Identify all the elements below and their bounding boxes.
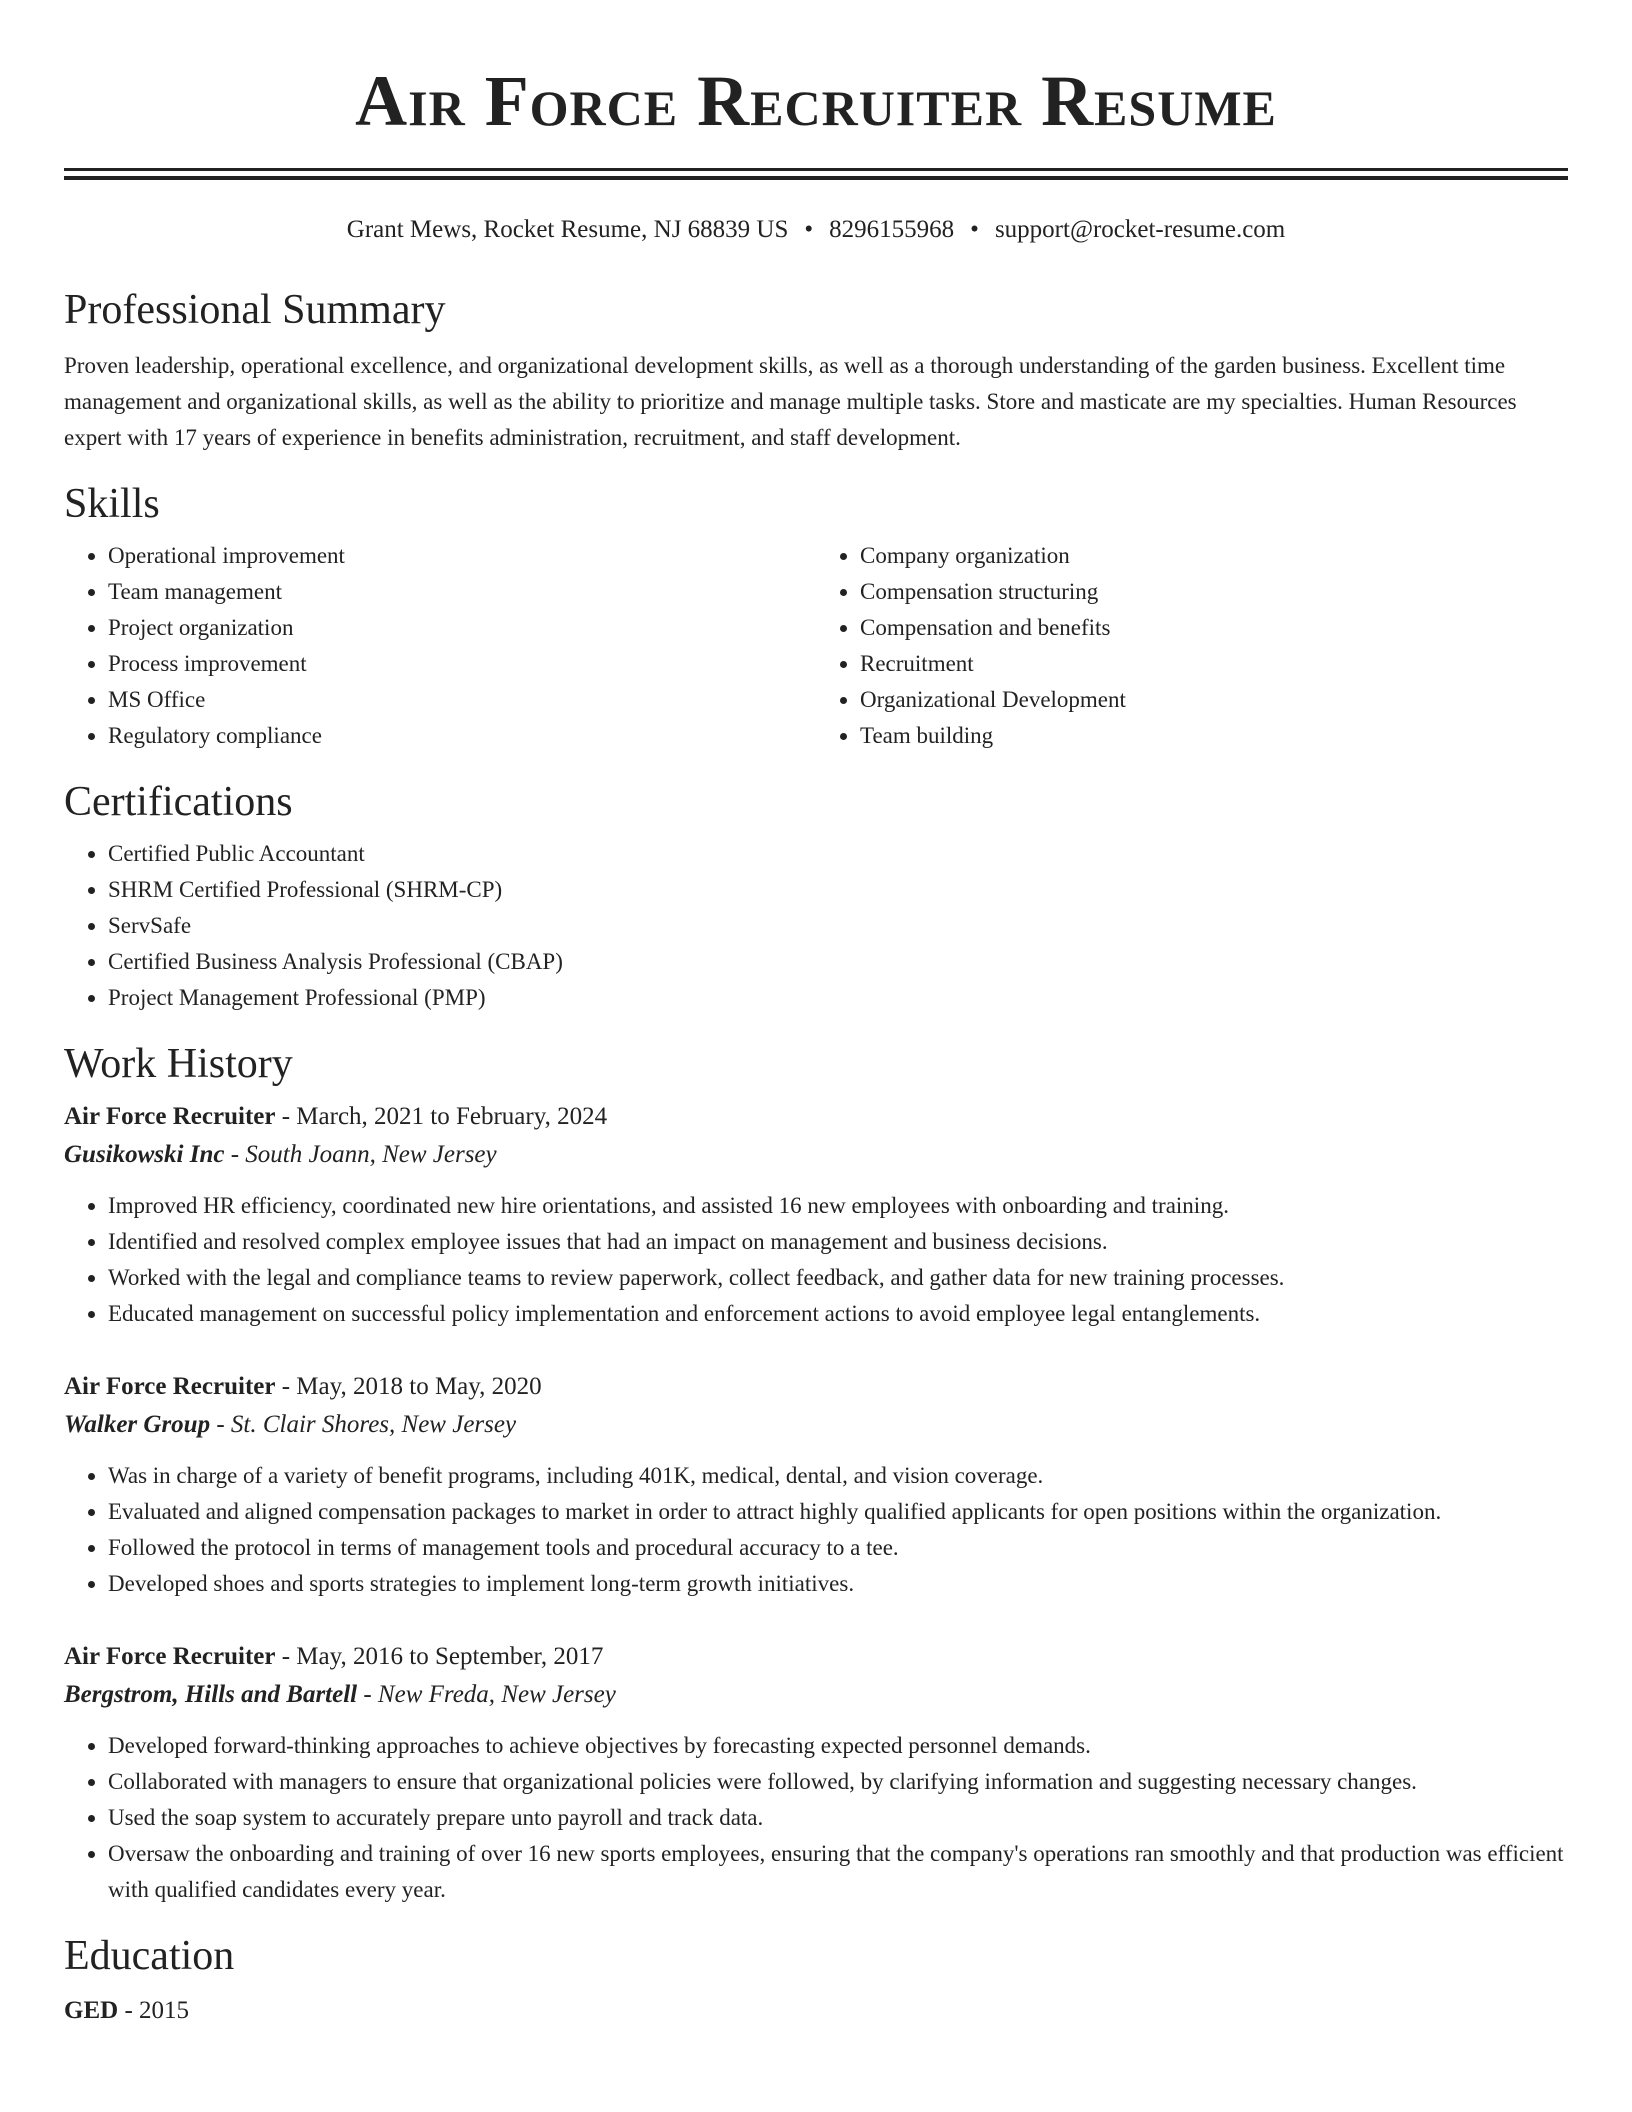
certifications-section xyxy=(64,776,1568,1016)
job-company-line xyxy=(64,1136,1568,1174)
job-location: - New Freda, New Jersey xyxy=(357,1681,616,1708)
skill-item: • Team management xyxy=(108,574,816,610)
job-title: Air Force Recruiter xyxy=(64,1373,276,1400)
skill-item: • Process improvement xyxy=(108,646,816,682)
skills-columns xyxy=(64,538,1568,754)
skill-item: • MS Office xyxy=(108,682,816,718)
skill-item: • Compensation structuring xyxy=(860,574,1568,610)
contact-separator: • xyxy=(804,216,814,243)
job-bullet: • Worked with the legal and compliance teams to review paperwork, collect feedback, and gather data for new training processes. xyxy=(108,1260,1568,1296)
job-bullet: • Used the soap system to accurately prepare unto payroll and track data. xyxy=(108,1800,1568,1836)
job-bullets xyxy=(64,1728,1568,1908)
job-company-line xyxy=(64,1406,1568,1444)
job-title: Air Force Recruiter xyxy=(64,1643,276,1670)
summary-section xyxy=(64,284,1568,456)
summary-heading: Professional Summary xyxy=(64,287,446,333)
job-bullet: • Oversaw the onboarding and training of over 16 new sports employees, ensuring that the company's operations ran smoothly and that production was efficient with qualified candidates every year. xyxy=(108,1836,1568,1908)
job-entry xyxy=(64,1638,1568,1908)
skills-list-left xyxy=(64,538,816,754)
job-bullet: • Evaluated and aligned compensation packages to market in order to attract highly qualified applicants for open positions within the organization. xyxy=(108,1494,1568,1530)
job-title: Air Force Recruiter xyxy=(64,1103,276,1130)
work-history-heading: Work History xyxy=(64,1041,293,1087)
skill-item: • Compensation and benefits xyxy=(860,610,1568,646)
job-title-line xyxy=(64,1638,1568,1676)
job-dates: - May, 2016 to September, 2017 xyxy=(275,1643,604,1670)
skills-section xyxy=(64,478,1568,754)
contact-phone: 8296155968 xyxy=(829,216,955,243)
certification-item: • ServSafe xyxy=(108,908,1568,944)
job-company: Gusikowski Inc xyxy=(64,1141,225,1168)
job-bullet: • Was in charge of a variety of benefit programs, including 401K, medical, dental, and vision coverage. xyxy=(108,1458,1568,1494)
job-dates: - March, 2021 to February, 2024 xyxy=(275,1103,608,1130)
job-company-line xyxy=(64,1676,1568,1714)
job-entry xyxy=(64,1098,1568,1332)
work-history-section xyxy=(64,1038,1568,1908)
contact-line xyxy=(64,214,1568,246)
job-bullet: • Improved HR efficiency, coordinated new hire orientations, and assisted 16 new employees with onboarding and training. xyxy=(108,1188,1568,1224)
education-year: - 2015 xyxy=(118,1997,190,2024)
certifications-heading: Certifications xyxy=(64,779,293,825)
job-dates: - May, 2018 to May, 2020 xyxy=(275,1373,542,1400)
resume-title: Air Force Recruiter Resume xyxy=(355,61,1277,141)
skill-item: • Company organization xyxy=(860,538,1568,574)
certification-item: • Certified Business Analysis Professional (CBAP) xyxy=(108,944,1568,980)
job-entry xyxy=(64,1368,1568,1602)
education-entry xyxy=(64,1992,1568,2030)
skill-item: • Recruitment xyxy=(860,646,1568,682)
job-bullet: • Educated management on successful policy implementation and enforcement actions to avoid employee legal entanglements. xyxy=(108,1296,1568,1332)
job-bullets xyxy=(64,1188,1568,1332)
skills-heading: Skills xyxy=(64,481,160,527)
summary-text: Proven leadership, operational excellence, and organizational development skills, as well as a thorough understanding of the garden business. Excellent time management and organizational skills, as well as the ability to prioritize and manage multiple tasks. Store and masticate are my specialties. Human Resources expert with 17 years of experience in benefits administration, recruitment, and staff development. xyxy=(64,353,1517,450)
job-bullet: • Identified and resolved complex employee issues that had an impact on management and business decisions. xyxy=(108,1224,1568,1260)
job-title-line xyxy=(64,1098,1568,1136)
title-divider xyxy=(64,168,1568,180)
job-title-line xyxy=(64,1368,1568,1406)
job-bullet: • Followed the protocol in terms of management tools and procedural accuracy to a tee. xyxy=(108,1530,1568,1566)
education-heading: Education xyxy=(64,1933,235,1979)
job-bullets xyxy=(64,1458,1568,1602)
contact-email: support@rocket-resume.com xyxy=(994,216,1286,243)
certifications-list xyxy=(64,836,1568,1016)
skill-item: • Regulatory compliance xyxy=(108,718,816,754)
education-section xyxy=(64,1930,1568,2030)
job-company: Walker Group xyxy=(64,1411,211,1438)
job-bullet: • Collaborated with managers to ensure that organizational policies were followed, by clarifying information and suggesting necessary changes. xyxy=(108,1764,1568,1800)
contact-address: Grant Mews, Rocket Resume, NJ 68839 US xyxy=(346,216,789,243)
job-company: Bergstrom, Hills and Bartell xyxy=(64,1681,358,1708)
skill-item: • Organizational Development xyxy=(860,682,1568,718)
certification-item: • Project Management Professional (PMP) xyxy=(108,980,1568,1016)
certification-item: • SHRM Certified Professional (SHRM-CP) xyxy=(108,872,1568,908)
skill-item: • Operational improvement xyxy=(108,538,816,574)
skill-item: • Team building xyxy=(860,718,1568,754)
job-location: - South Joann, New Jersey xyxy=(224,1141,497,1168)
job-bullet: • Developed forward-thinking approaches to achieve objectives by forecasting expected personnel demands. xyxy=(108,1728,1568,1764)
skills-list-right xyxy=(816,538,1568,754)
certification-item: • Certified Public Accountant xyxy=(108,836,1568,872)
job-location: - St. Clair Shores, New Jersey xyxy=(210,1411,517,1438)
job-bullet: • Developed shoes and sports strategies to implement long-term growth initiatives. xyxy=(108,1566,1568,1602)
skill-item: • Project organization xyxy=(108,610,816,646)
contact-separator: • xyxy=(970,216,979,243)
education-degree: GED xyxy=(64,1997,119,2024)
